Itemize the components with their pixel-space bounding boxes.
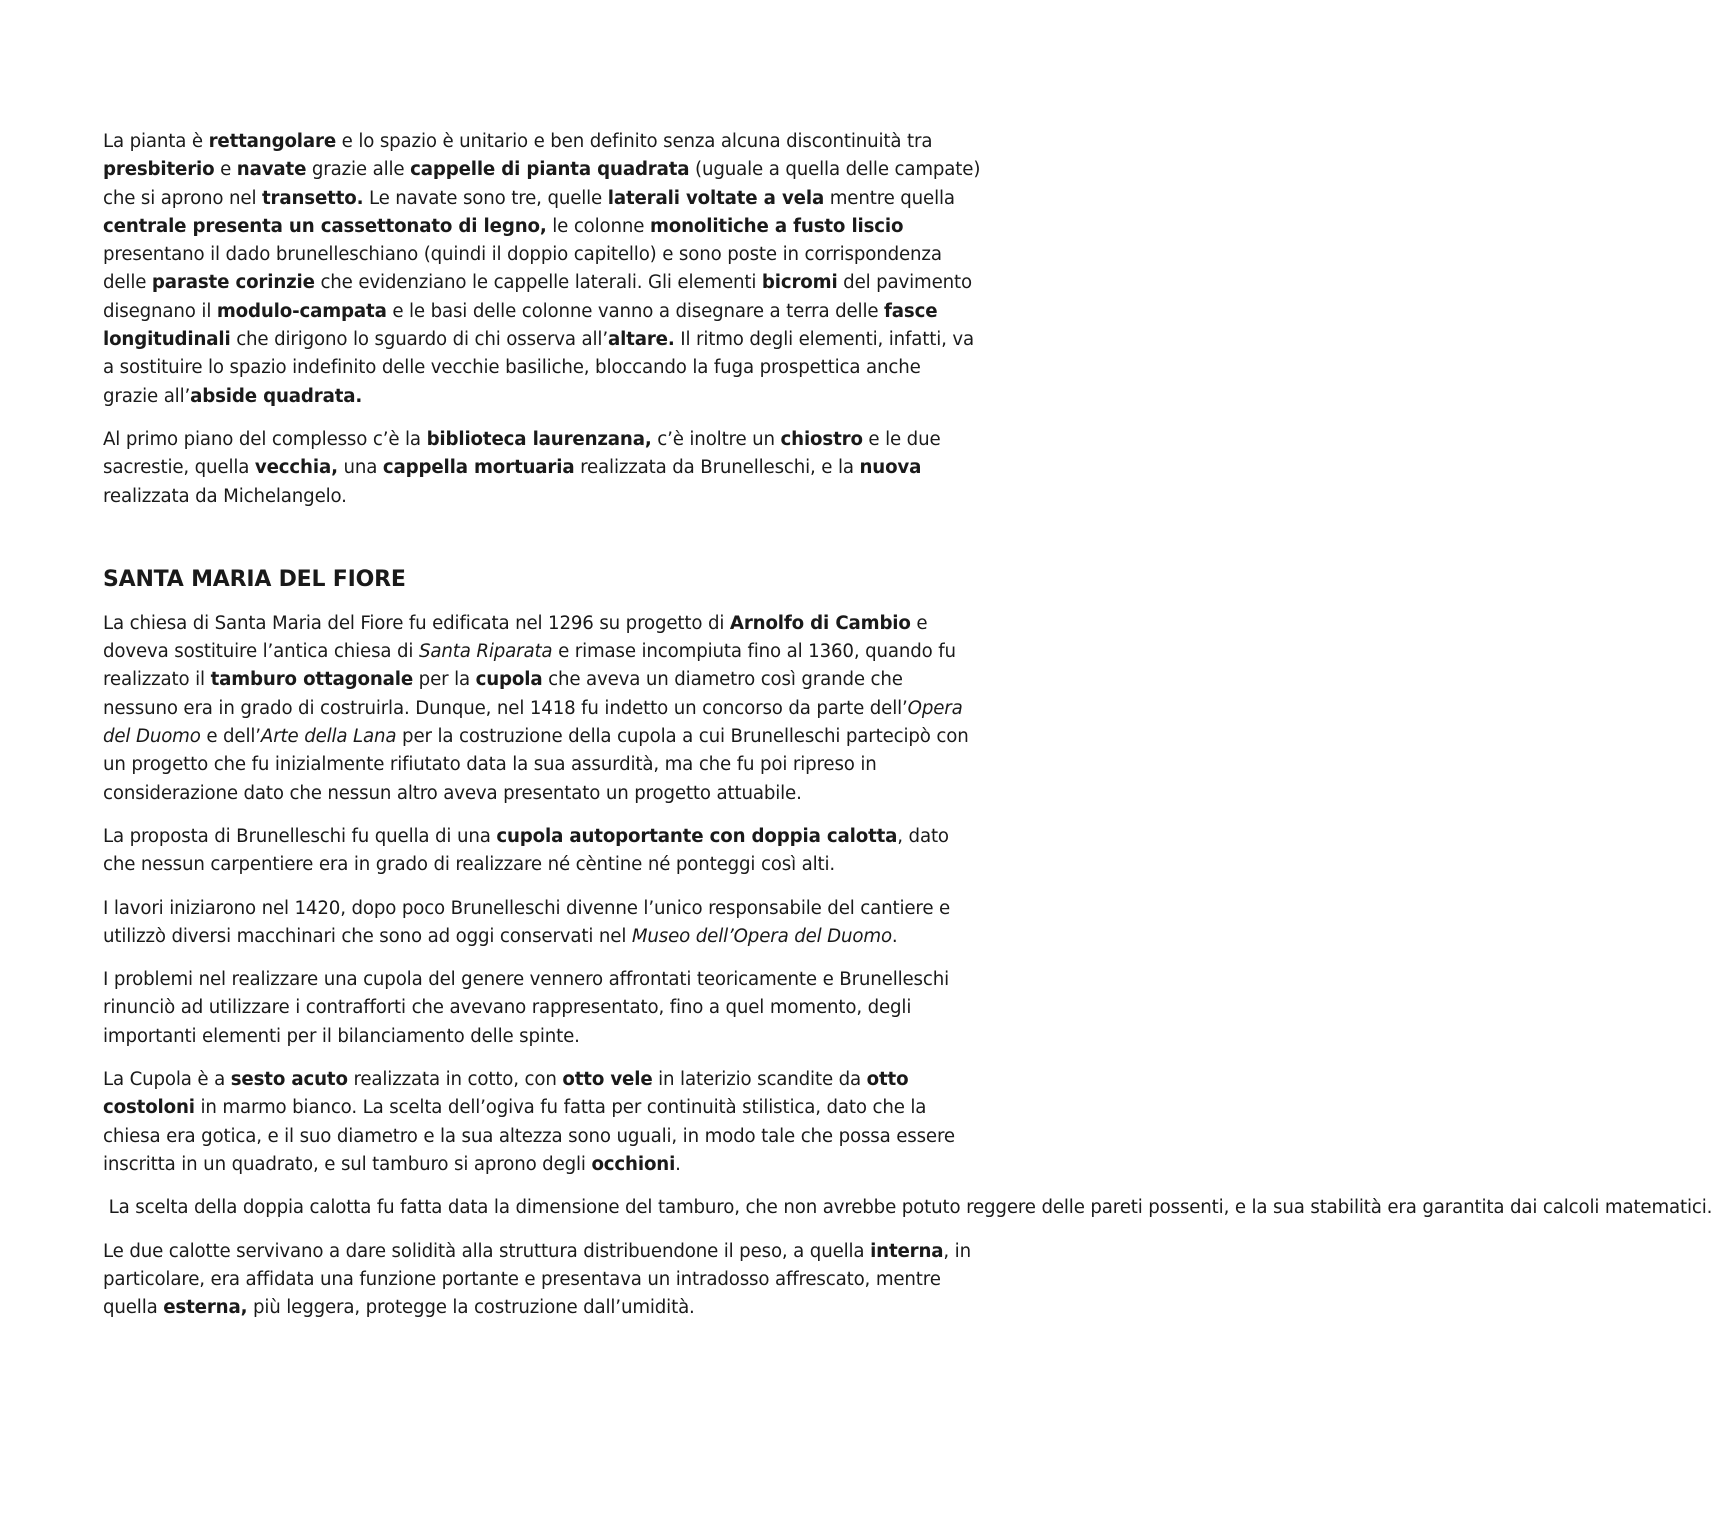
text-run: realizzata in cotto, con: [347, 1069, 563, 1091]
section-san-lorenzo: [103, 128, 981, 511]
italic-text: Museo dell’Opera del Duomo: [631, 925, 892, 947]
bold-text: navate: [236, 159, 307, 181]
text-run: realizzata da Brunelleschi, e la: [574, 457, 860, 479]
text-run: I lavori iniziarono nel 1420, dopo poco Brunelleschi divenne l’unico responsabile del cantiere e utilizzò diversi macchinari che sono ad oggi conservati nel: [103, 897, 951, 947]
text-run: Il ritmo degli elementi, infatti, va a sostituire lo spazio indefinito delle vecchie basiliche, bloccando la fuga prospettica anche grazie all’: [103, 329, 975, 407]
bold-text: modulo-campata: [216, 300, 387, 322]
text-run: La pianta è: [103, 131, 209, 152]
paragraph: [103, 610, 981, 808]
italic-text: Santa Riparata: [418, 641, 553, 663]
document-page: [103, 128, 1712, 1337]
section-santa-maria-del-fiore: [103, 566, 1712, 1323]
bold-text: otto vele: [562, 1069, 653, 1091]
text-run: Al primo piano del complesso c’è la: [103, 428, 427, 450]
text-run: , dato che nessun carpentiere era in grado di realizzare né cèntine né ponteggi così alti.: [103, 825, 949, 876]
text-run: che dirigono lo sguardo di chi osserva all’: [230, 329, 608, 351]
text-run: mentre quella: [824, 187, 955, 209]
text-run: e rimase incompiuta fino al 1360, quando fu realizzato il: [103, 641, 956, 691]
text-run: , in particolare, era affidata una funzione portante e presentava un intradosso affrescato, mentre quella: [103, 1240, 971, 1319]
bold-text: sesto acuto: [230, 1069, 348, 1091]
bold-text: esterna,: [163, 1297, 248, 1319]
text-run: le colonne: [546, 215, 650, 237]
text-run: e le due sacrestie, quella: [103, 428, 941, 479]
text-run: grazie alle: [306, 159, 411, 181]
text-run: .: [675, 1153, 681, 1175]
text-run: realizzata da Michelangelo.: [103, 485, 347, 507]
bold-text: altare.: [607, 329, 675, 351]
bold-text: Arnolfo di Cambio: [729, 612, 911, 634]
bold-text: paraste corinzie: [151, 272, 315, 294]
bold-text: fasce longitudinali: [103, 300, 938, 351]
paragraph: [103, 823, 981, 880]
section-heading: SANTA MARIA DEL FIORE: [103, 566, 406, 592]
bold-text: nuova: [859, 457, 922, 479]
bold-text: abside quadrata.: [190, 385, 363, 407]
text-run: Le navate sono tre, quelle: [363, 187, 608, 209]
text-run: una: [337, 457, 383, 479]
italic-text: Opera del Duomo: [103, 697, 963, 748]
text-run: che aveva un diametro così grande che nessuno era in grado di costruirla. Dunque, nel 1418 fu indetto un concorso da parte dell’: [103, 669, 908, 719]
bold-text: chiostro: [780, 428, 863, 450]
text-run: per la: [413, 669, 476, 691]
bold-text: rettangolare: [208, 131, 337, 152]
bold-text: presbiterio: [103, 159, 215, 181]
text-run: per la costruzione della cupola a cui Brunelleschi partecipò con un progetto che fu inizialmente rifiutato data la sua assurdità, ma che fu poi ripreso in considerazione dato che nessun altro aveva presentato un progetto attuabile.: [103, 726, 969, 804]
bold-text: interna: [870, 1240, 944, 1262]
paragraph: [103, 895, 981, 952]
bold-text: occhioni: [591, 1153, 676, 1175]
text-run: presentano il dado brunelleschiano (quindi il doppio capitello) e sono poste in corrispondenza delle: [103, 244, 942, 294]
paragraph: [103, 1194, 1712, 1222]
text-run: La Cupola è a: [103, 1069, 231, 1091]
paragraph: [103, 426, 981, 511]
text-run: che evidenziano le cappelle laterali. Gli elementi: [314, 272, 762, 294]
text-run: e lo spazio è unitario e ben definito senza alcuna discontinuità tra: [336, 131, 933, 152]
text-run: e dell’: [200, 726, 261, 748]
text-run: più leggera, protegge la costruzione dall’umidità.: [247, 1297, 695, 1319]
bold-text: cappella mortuaria: [382, 457, 575, 479]
bold-text: vecchia,: [254, 457, 338, 479]
text-run: (uguale a quella delle campate) che si aprono nel: [103, 159, 981, 209]
bold-text: laterali voltate a vela: [607, 187, 825, 209]
text-run: del pavimento disegnano il: [103, 272, 972, 322]
text-run: c’è inoltre un: [651, 428, 781, 450]
text-run: in laterizio scandite da: [652, 1069, 867, 1091]
text-run: e doveva sostituire l’antica chiesa di: [103, 612, 928, 663]
italic-text: Arte della Lana: [260, 726, 397, 748]
paragraph: [103, 128, 981, 411]
bold-text: bicromi: [761, 272, 838, 294]
bold-text: cappelle di pianta quadrata: [410, 159, 690, 181]
text-run: e: [214, 159, 237, 181]
paragraph: [103, 1066, 981, 1179]
bold-text: tamburo ottagonale: [210, 669, 414, 691]
paragraph: [103, 966, 981, 1051]
bold-text: biblioteca laurenzana,: [426, 428, 652, 450]
text-run: Le due calotte servivano a dare solidità alla struttura distribuendone il peso, a quella: [103, 1240, 871, 1262]
bold-text: otto costoloni: [103, 1069, 909, 1119]
paragraph: [103, 1238, 981, 1323]
text-run: in marmo bianco. La scelta dell’ogiva fu fatta per continuità stilistica, dato che la chiesa era gotica, e il suo diametro e la sua altezza sono uguali, in modo tale che possa essere inscritta in un quadrato, e sul tamburo si aprono degli: [103, 1097, 955, 1175]
text-run: La chiesa di Santa Maria del Fiore fu edificata nel 1296 su progetto di: [103, 612, 730, 634]
bold-text: monolitiche a fusto liscio: [649, 215, 904, 237]
bold-text: centrale presenta un cassettonato di legno,: [103, 215, 547, 237]
bold-text: cupola: [475, 669, 543, 691]
text-run: La scelta della doppia calotta fu fatta data la dimensione del tamburo, che non avrebbe potuto reggere delle pareti possenti, e la sua stabilità era garantita dai calcoli matematici.: [103, 1197, 1712, 1219]
bold-text: transetto.: [262, 187, 364, 209]
text-run: La proposta di Brunelleschi fu quella di una: [103, 825, 497, 847]
text-run: I problemi nel realizzare una cupola del genere vennero affrontati teoricamente e Brunelleschi rinunciò ad utilizzare i contrafforti che avevano rappresentato, fino a quel momento, degli importanti elementi per il bilanciamento delle spinte.: [103, 969, 950, 1047]
text-run: .: [891, 925, 898, 947]
text-run: e le basi delle colonne vanno a disegnare a terra delle: [386, 300, 885, 322]
bold-text: cupola autoportante con doppia calotta: [496, 825, 898, 847]
